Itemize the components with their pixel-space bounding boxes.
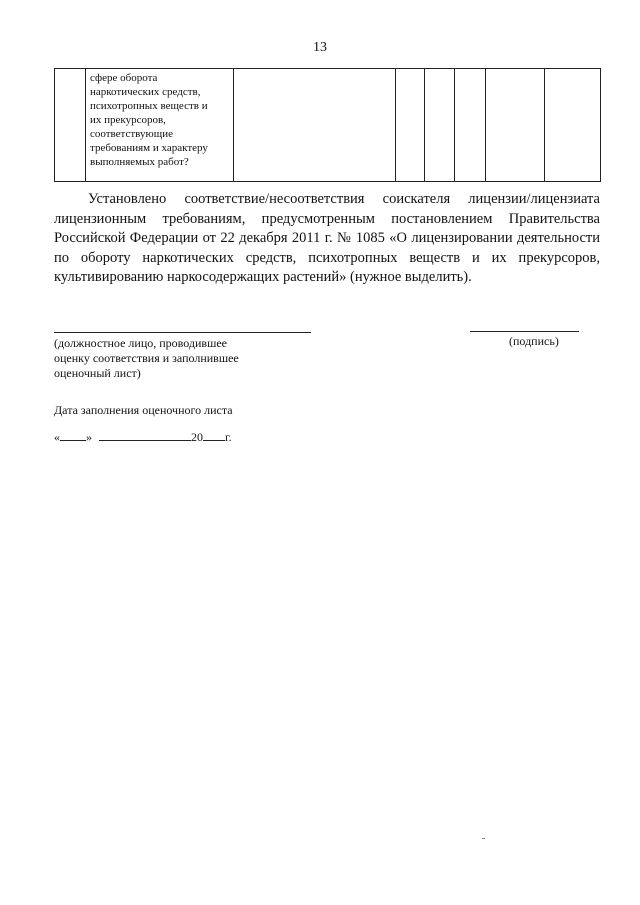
no-cell (425, 69, 455, 182)
official-name-line (54, 332, 311, 333)
not-applicable-cell (455, 69, 486, 182)
assessment-table (54, 68, 601, 182)
close-quote: » (86, 430, 92, 444)
date-fields (54, 429, 232, 445)
page-number: 13 (313, 40, 327, 55)
year-suffix: г. (225, 430, 232, 444)
signature-line (470, 331, 579, 332)
month-blank (99, 429, 191, 441)
notes-cell (545, 69, 601, 182)
scan-artifact (482, 838, 485, 839)
yes-cell (396, 69, 425, 182)
year-prefix: 20 (191, 430, 203, 444)
date-label: Дата заполнения оценочного листа (54, 403, 233, 417)
table-row (55, 69, 601, 182)
question-cell: сфере оборота наркотических средств, психотропных веществ и их прекурсоров, соответствующие требованиям и характеру выполняемых работ? (86, 69, 234, 182)
year-blank (203, 429, 225, 441)
number-cell (55, 69, 86, 182)
official-caption: (должностное лицо, проводившее оценку соответствия и заполнившее оценочный лист) (54, 336, 239, 380)
day-blank (60, 429, 86, 441)
open-quote: « (54, 430, 60, 444)
conclusion-paragraph: Установлено соответствие/несоответствия соискателя лицензии/лицензиата лицензионным требованиям, предусмотренным постановлением Правительства Российской Федерации от 22 декабря 2011 г. № 1085 «О лицензировании деятельности по обороту наркотических средств, психотропных веществ и их прекурсоров, культивированию наркосодержащих растений» (нужное выделить). (54, 191, 600, 285)
legal-basis-cell (234, 69, 396, 182)
signature-caption: (подпись) (509, 334, 559, 348)
method-cell (486, 69, 545, 182)
